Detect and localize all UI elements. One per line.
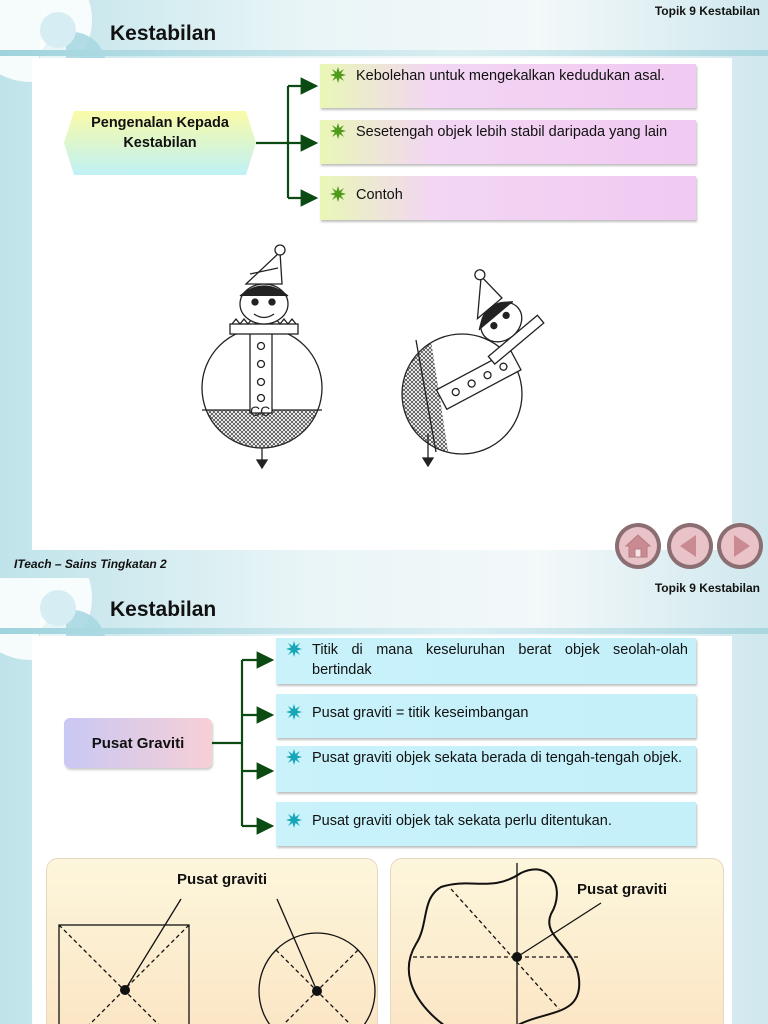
star-bullet-icon — [330, 186, 346, 202]
irregular-shape-panel — [390, 858, 724, 1024]
topic-label: Topik 9 Kestabilan — [654, 4, 760, 18]
intro-item-3-text: Contoh — [356, 187, 403, 203]
regular-shapes-diagram — [47, 859, 377, 1024]
slide-2 — [0, 578, 768, 1024]
concept-item-4 — [276, 802, 696, 846]
toy-label: CC — [250, 403, 271, 419]
concept-item-2 — [276, 694, 696, 738]
topic-label: Topik 9 Kestabilan — [654, 581, 760, 595]
star-bullet-icon — [286, 812, 302, 828]
intro-item-2-text: Sesetengah objek lebih stabil daripada yang lain — [356, 124, 668, 140]
regular-shapes-panel — [46, 858, 378, 1024]
star-bullet-icon — [330, 123, 346, 139]
star-bullet-icon — [286, 641, 302, 657]
concept-item-3 — [276, 746, 696, 792]
intro-item-3 — [320, 176, 696, 220]
concept-item-1 — [276, 638, 696, 684]
tilted-toy — [380, 259, 544, 466]
upright-toy — [200, 245, 324, 468]
home-button[interactable] — [614, 522, 662, 570]
next-button[interactable] — [716, 522, 764, 570]
intro-item-1 — [320, 64, 696, 108]
concept-item-3-text: Pusat graviti objek sekata berada di tengah-tengah objek. — [312, 750, 682, 766]
panel-left-label: Pusat graviti — [177, 871, 268, 888]
concept-item-1-text: Titik di mana keseluruhan berat objek seolah-olah bertindak — [312, 642, 688, 678]
intro-item-1-text: Kebolehan untuk mengekalkan kedudukan asal. — [356, 68, 665, 84]
irregular-shape-diagram — [391, 859, 723, 1024]
concept-label: Pusat Graviti — [91, 734, 185, 752]
footer-text: ITeach – Sains Tingkatan 2 — [14, 557, 167, 571]
star-bullet-icon — [330, 67, 346, 83]
slide-title: Kestabilan — [110, 598, 217, 621]
star-bullet-icon — [286, 704, 302, 720]
panel-right-label: Pusat graviti — [577, 881, 668, 898]
star-bullet-icon — [286, 749, 302, 765]
concept-item-2-text: Pusat graviti = titik keseimbangan — [312, 705, 529, 721]
slide-title: Kestabilan — [110, 22, 217, 45]
intro-item-2 — [320, 120, 696, 164]
roly-poly-illustration — [180, 238, 620, 478]
intro-label: Pengenalan Kepada Kestabilan — [91, 115, 229, 151]
previous-button[interactable] — [666, 522, 714, 570]
concept-item-4-text: Pusat graviti objek tak sekata perlu ditentukan. — [312, 813, 612, 829]
